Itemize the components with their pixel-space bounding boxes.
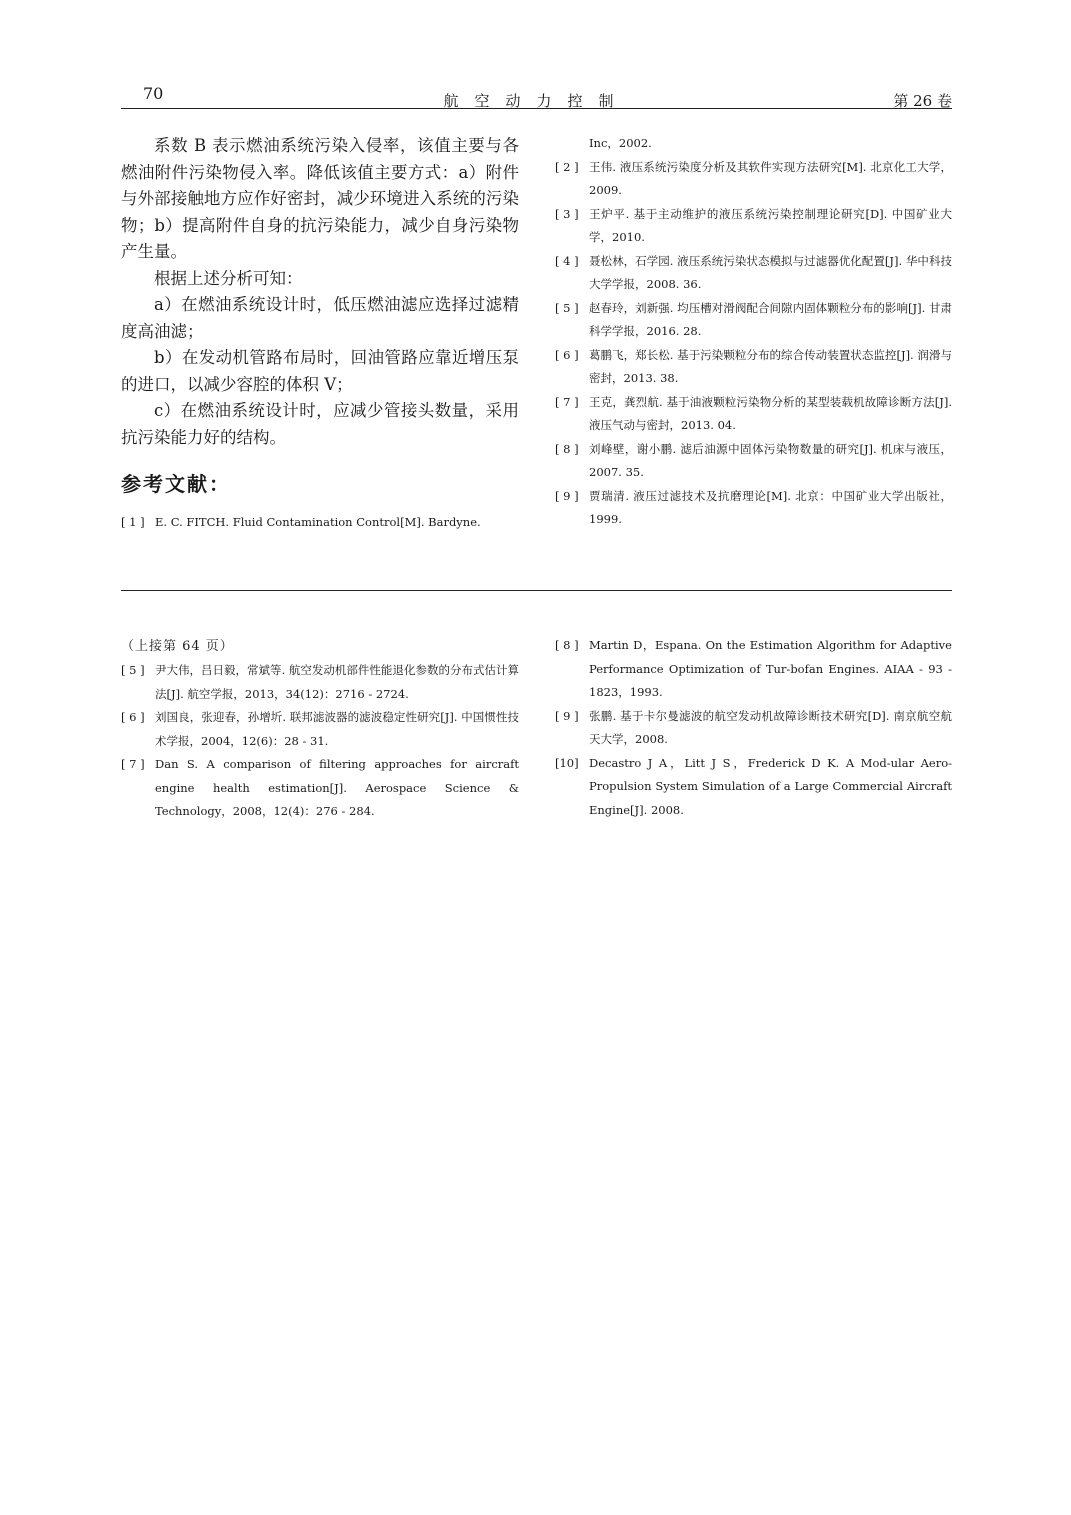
reference-item <box>555 634 952 705</box>
body-paragraph: a）在燃油系统设计时，低压燃油滤应选择过滤精度高油滤； <box>121 295 519 341</box>
reference-number: [ 6 ] <box>555 347 579 362</box>
reference-item <box>555 705 952 752</box>
reference-text: 葛鹏飞，郑长松. 基于污染颗粒分布的综合传动装置状态监控[J]. 润滑与密封，2013. 38. <box>589 347 952 385</box>
reference-number: [ 1 ] <box>121 515 145 529</box>
reference-text: 聂松林，石学园. 液压系统污染状态模拟与过滤器优化配置[J]. 华中科技大学学报，2008. 36. <box>589 253 952 291</box>
body-paragraph: 根据上述分析可知： <box>154 268 303 288</box>
section-divider <box>121 590 952 591</box>
reference-text: 刘国良，张迎春，孙增圻. 联邦滤波器的滤波稳定性研究[J]. 中国惯性技术学报，2004，12(6)：28 - 31. <box>155 710 519 748</box>
reference-number: [ 8 ] <box>555 441 579 456</box>
body-paragraph: 系数 B 表示燃油系统污染入侵率，该值主要与各燃油附件污染物侵入率。降低该值主要方式：a）附件与外部接触地方应作好密封，减少环境进入系统的污染物；b）提高附件自身的抗污染能力，减少自身污染物产生量。 <box>121 136 519 261</box>
reference-text: 王伟. 液压系统污染度分析及其软件实现方法研究[M]. 北京化工大学，2009. <box>589 159 952 197</box>
reference-text: 王克，龚烈航. 基于油液颗粒污染物分析的某型装载机故障诊断方法[J]. 液压气动与密封，2013. 04. <box>589 394 952 432</box>
reference-item <box>121 753 519 824</box>
continued-right-column <box>555 634 952 822</box>
reference-number: [ 7 ] <box>555 394 579 409</box>
right-column <box>555 132 952 532</box>
reference-number: [ 9 ] <box>555 488 579 503</box>
reference-number: [ 5 ] <box>121 663 145 677</box>
reference-number: [ 5 ] <box>555 300 579 315</box>
reference-number: [10] <box>555 755 579 770</box>
reference-number: [ 4 ] <box>555 253 579 268</box>
reference-item <box>121 706 519 753</box>
reference-continuation: Inc，2002. <box>589 136 652 150</box>
reference-number: [ 6 ] <box>121 710 145 724</box>
reference-item <box>121 659 519 706</box>
reference-text: 尹大伟，吕日毅，常斌等. 航空发动机部件性能退化参数的分布式估计算法[J]. 航空学报，2013，34(12)：2716 - 2724. <box>155 663 519 701</box>
reference-item <box>555 485 952 532</box>
reference-text: 王炉平. 基于主动维护的液压系统污染控制理论研究[D]. 中国矿业大学，2010. <box>589 206 952 244</box>
references-heading: 参考文献： <box>121 472 231 496</box>
reference-text: 赵春玲，刘新强. 均压槽对滑阀配合间隙内固体颗粒分布的影响[J]. 甘肃科学学报，2016. 28. <box>589 300 952 338</box>
reference-text: 贾瑞清. 液压过滤技术及抗磨理论[M]. 北京：中国矿业大学出版社，1999. <box>589 488 952 526</box>
reference-item <box>555 438 952 485</box>
reference-number: [ 2 ] <box>555 159 579 174</box>
reference-text: Decastro J A，Litt J S，Frederick D K. A Mod-ular Aero-Propulsion System Simulation of a Large Commercial Aircraft Engine[J]. 2008. <box>589 755 952 817</box>
running-header <box>121 82 952 109</box>
reference-number: [ 9 ] <box>555 708 579 723</box>
page-number: 70 <box>143 84 164 103</box>
body-paragraph: c）在燃油系统设计时，应减少管接头数量，采用抗污染能力好的结构。 <box>121 401 519 447</box>
reference-item <box>555 156 952 203</box>
volume-label: 第 26 卷 <box>893 92 952 110</box>
reference-text: 张鹏. 基于卡尔曼滤波的航空发动机故障诊断技术研究[D]. 南京航空航天大学，2008. <box>589 708 952 746</box>
continued-left-column <box>121 635 519 824</box>
reference-text: Dan S. A comparison of filtering approaches for aircraft engine health estimation[J]. Aerospace Science & Technology，2008，12(4)：276 - 284. <box>155 757 519 818</box>
left-column <box>121 133 519 535</box>
reference-item <box>555 752 952 823</box>
reference-item <box>555 203 952 250</box>
continued-note: （上接第 64 页） <box>121 639 234 654</box>
reference-text: E. C. FITCH. Fluid Contamination Control[M]. Bardyne. <box>155 515 481 529</box>
reference-item <box>555 297 952 344</box>
body-paragraph: b）在发动机管路布局时，回油管路应靠近增压泵的进口，以减少容腔的体积 V； <box>121 348 519 394</box>
reference-number: [ 7 ] <box>121 757 145 771</box>
reference-item <box>555 250 952 297</box>
reference-number: [ 3 ] <box>555 206 579 221</box>
reference-number: [ 8 ] <box>555 638 579 652</box>
reference-item <box>555 344 952 391</box>
reference-text: 刘峰壁，谢小鹏. 滤后油源中固体污染物数量的研究[J]. 机床与液压，2007. 35. <box>589 441 952 479</box>
reference-item <box>121 511 519 535</box>
reference-text: Martin D，Espana. On the Estimation Algorithm for Adaptive Performance Optimization of Tur-bofan Engines. AIAA - 93 - 1823，1993. <box>589 638 952 699</box>
journal-title: 航空动力控制 <box>443 92 630 110</box>
reference-item <box>555 391 952 438</box>
